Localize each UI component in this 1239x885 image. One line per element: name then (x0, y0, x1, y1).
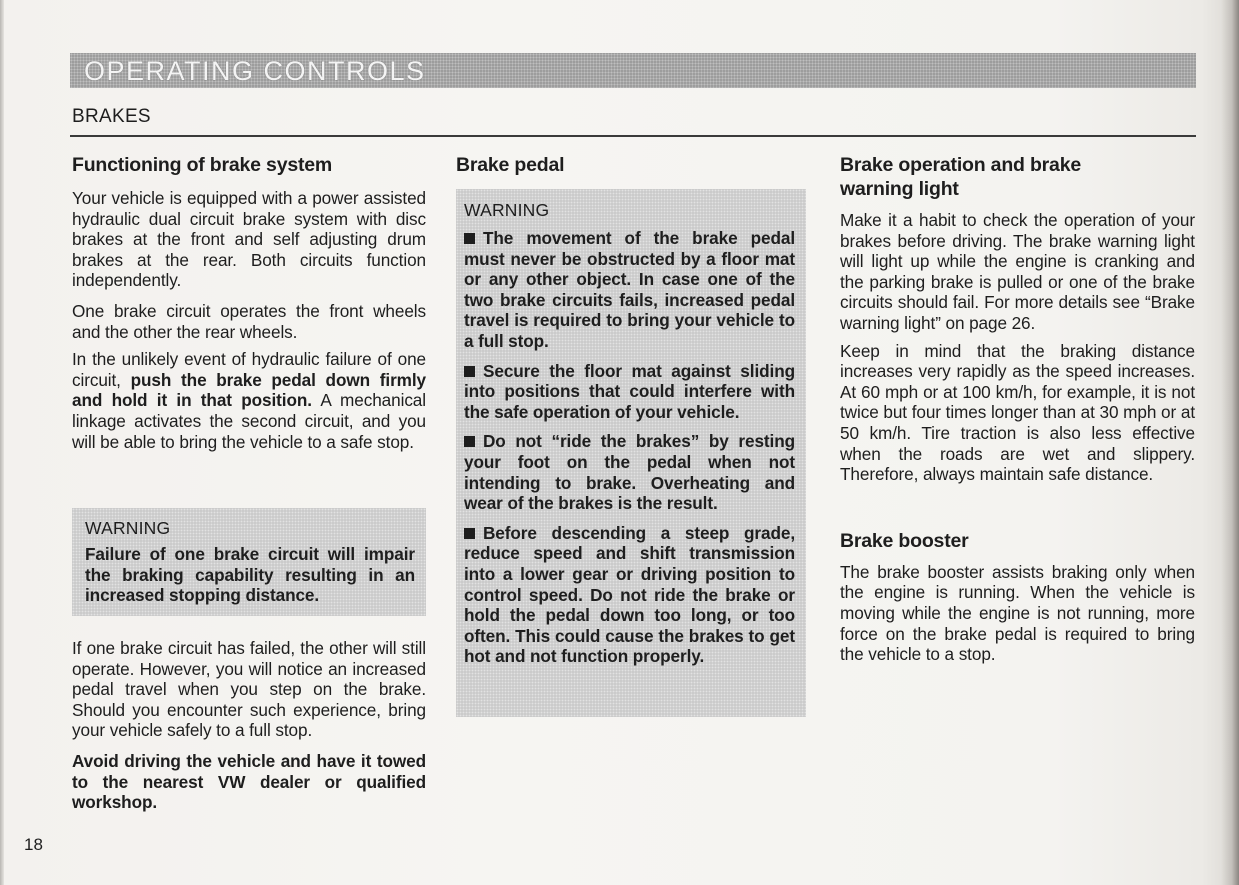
warning-item-text: Secure the floor mat against sliding into positions that could interfere with the safe operation of your vehicle. (464, 360, 795, 422)
page-shadow-edge (1221, 0, 1239, 885)
paragraph-power-assisted: Your vehicle is equipped with a power assisted hydraulic dual circuit brake system with disc brakes at the front and self adjusting drum brakes at the rear. Both circuits function independently. (72, 188, 426, 291)
warning-text-circuit: Failure of one brake circuit will impair the braking capability resulting in an increased stopping distance. (85, 544, 415, 606)
column-functioning-continued (72, 638, 426, 813)
hydraulic-failure-text: In the unlikely event of hydraulic failure of one circuit, (72, 349, 426, 390)
bullet-square-icon (464, 233, 475, 244)
paragraph-failed-circuit: If one brake circuit has failed, the other will still operate. However, you will notice an increased pedal travel when you step on the brake. Should you encounter such experience, bring your vehicle safely to a full stop. (72, 638, 426, 741)
warning-label: WARNING (85, 518, 171, 538)
warning-item-obstruction (464, 228, 795, 352)
paragraph-avoid-driving: Avoid driving the vehicle and have it towed to the nearest VW dealer or qualified workshop. (72, 750, 426, 813)
paragraph-check-operation: Make it a habit to check the operation of your brakes before driving. The brake warning light will light up while the engine is cranking and the parking brake is pulled or one of the brake circuits should fail. For more details see “Brake warning light” on page 26. (840, 210, 1195, 333)
bullet-square-icon (464, 528, 475, 539)
column-brake-pedal (456, 153, 806, 177)
warning-box-circuit (72, 508, 426, 616)
warning-item-floor-mat (464, 361, 795, 423)
warning-label: WARNING (464, 200, 550, 220)
warning-item-ride-brakes (464, 431, 795, 513)
column-brake-operation (840, 153, 1195, 665)
page-number: 18 (24, 835, 43, 854)
heading-functioning: Functioning of brake system (72, 154, 333, 176)
warning-item-text: Before descending a steep grade, reduce speed and shift transmission into a lower gear or driving position to control speed. Do not ride the brake or hold the pedal down too long, or too often. This could cause the brakes to get hot and not function properly. (464, 522, 795, 667)
paragraph-hydraulic-failure (72, 349, 426, 452)
warning-box-pedal (456, 189, 806, 717)
heading-brake-operation: Brake operation and brake warning light (840, 154, 1081, 200)
heading-brake-booster: Brake booster (840, 529, 969, 552)
bullet-square-icon (464, 366, 475, 377)
paragraph-braking-distance: Keep in mind that the braking distance increases very rapidly as the speed increases. At 60 mph or at 100 km/h, for example, it is not twice but four times longer than at 30 mph or at 50 km/h. Tire traction is also less effective when the roads are wet and slippery. Therefore, always maintain safe distance. (840, 340, 1195, 485)
section-divider (70, 135, 1196, 137)
section-title: BRAKES (72, 106, 151, 127)
paragraph-brake-booster: The brake booster assists braking only when the engine is running. When the vehicle is moving while the engine is not running, more force on the brake pedal is required to bring the vehicle to a stop. (840, 561, 1195, 665)
bullet-square-icon (464, 436, 475, 447)
warning-item-text: Do not “ride the brakes” by resting your foot on the pedal when not intending to brake. Overheating and wear of the brakes is the result. (464, 431, 795, 514)
heading-brake-pedal: Brake pedal (456, 154, 565, 176)
banner-title: OPERATING CONTROLS (84, 56, 426, 86)
warning-item-steep-grade (464, 523, 795, 667)
page-binding-edge (0, 0, 4, 885)
hydraulic-failure-emphasis: push the brake pedal down firmly and hold it in that position. (72, 369, 426, 411)
column-functioning (72, 153, 426, 452)
hydraulic-failure-end: A mechanical linkage activates the second circuit, and you will be able to bring the vehicle to a safe stop. (72, 390, 426, 452)
warning-item-text: The movement of the brake pedal must never be obstructed by a floor mat or any other object. In case one of the two brake circuits fails, increased pedal travel is required to bring your vehicle to a full stop. (464, 228, 795, 351)
paragraph-circuits: One brake circuit operates the front wheels and the other the rear wheels. (72, 300, 426, 342)
